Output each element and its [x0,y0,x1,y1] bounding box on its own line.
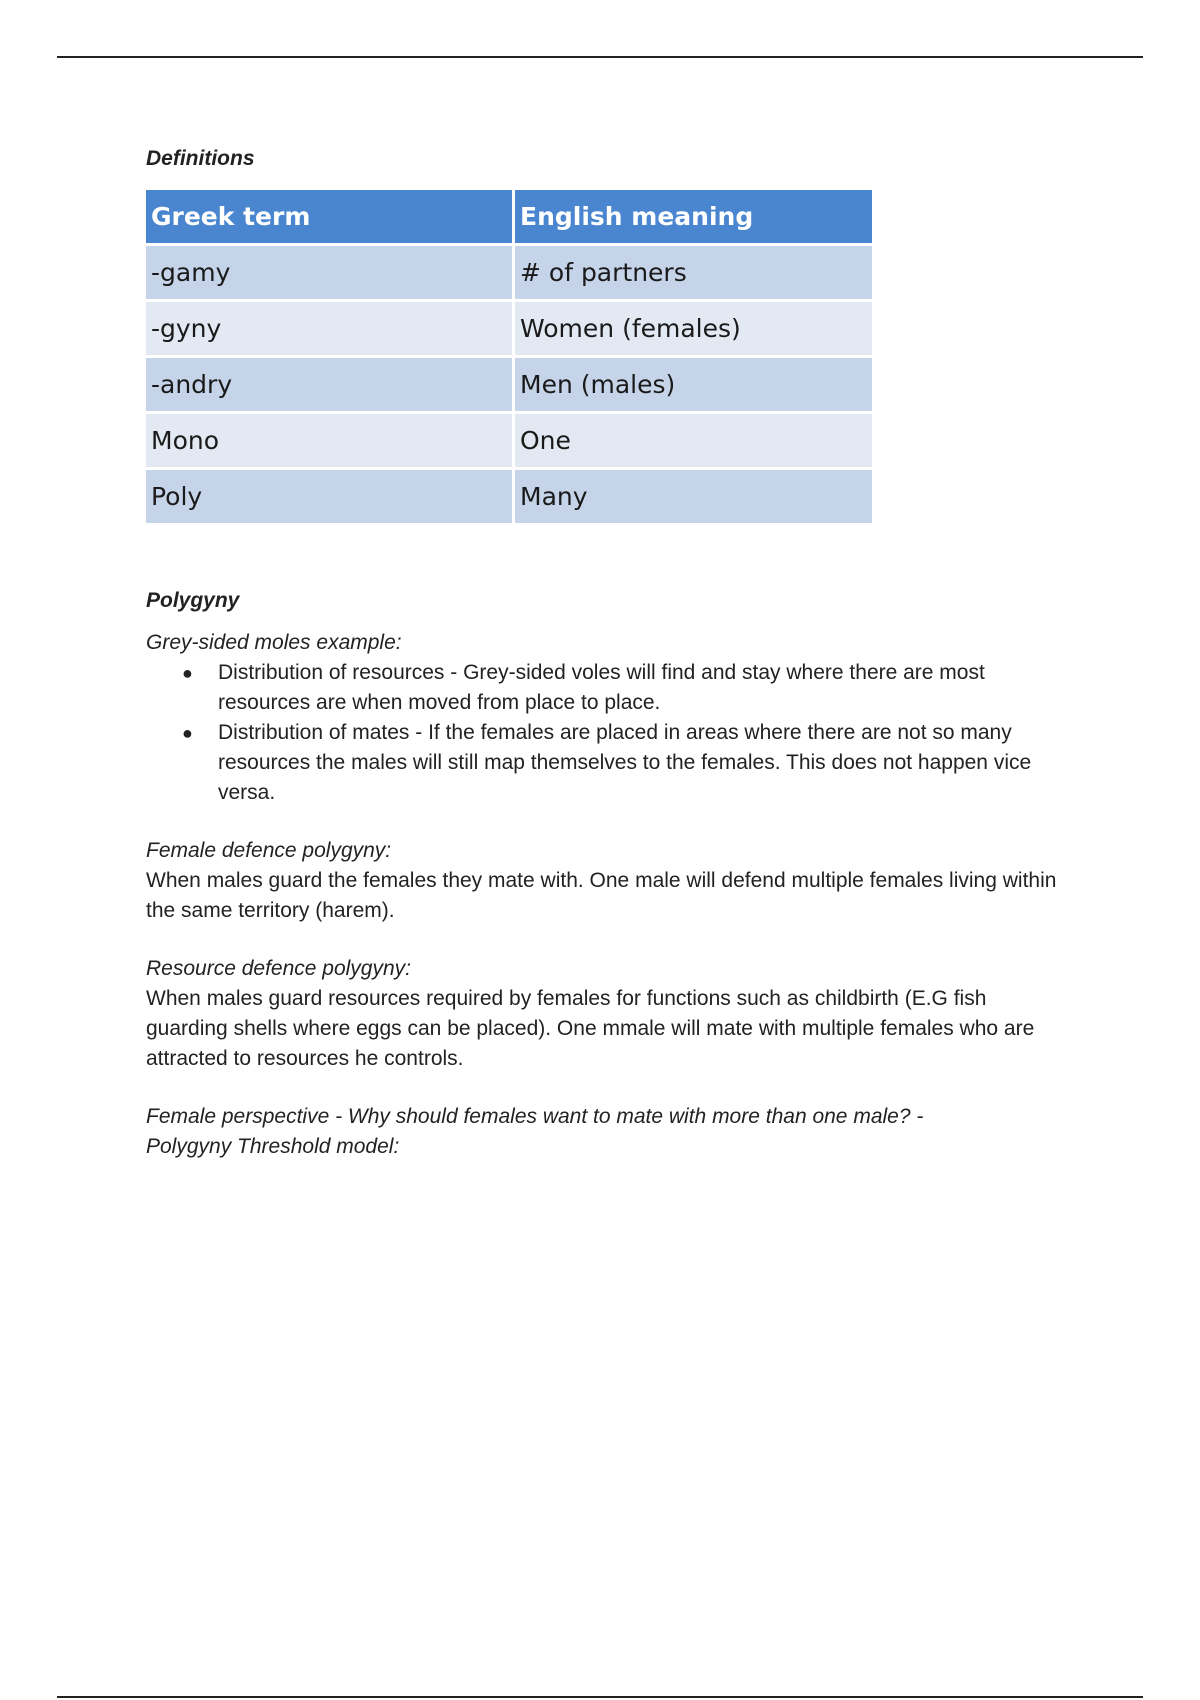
example-title: Grey-sided moles example: [146,631,402,654]
table-header-row [146,190,872,245]
polygyny-heading: Polygyny [146,589,240,612]
definitions-table [146,190,872,526]
table-cell: Many [514,469,873,525]
page-content [146,144,1066,1162]
table-cell: -gamy [146,245,514,301]
resource-defence-title: Resource defence polygyny: [146,957,411,980]
list-item [182,718,1066,808]
list-item-text: Distribution of resources - Grey-sided voles will find and stay where there are most resources are when moved from place to place. [218,661,985,714]
table-cell: Poly [146,469,514,525]
table-cell: Women (females) [514,301,873,357]
table-cell: -gyny [146,301,514,357]
table-cell: Men (males) [514,357,873,413]
table-row [146,357,872,413]
example-bullet-list [146,658,1066,808]
list-item-text: Distribution of mates - If the females are placed in areas where there are not so many resources the males will still map themselves to the females. This does not happen vice versa. [218,721,1032,804]
female-perspective-title-line2: Polygyny Threshold model: [146,1135,400,1158]
female-defence-title: Female defence polygyny: [146,839,392,862]
bullet-dot-icon: ● [182,723,193,743]
top-rule [57,56,1143,58]
table-cell: Mono [146,413,514,469]
definitions-heading: Definitions [146,147,255,170]
table-row [146,245,872,301]
female-perspective-title-line1: Female perspective - Why should females want to mate with more than one male? - [146,1105,924,1128]
list-item [182,658,1066,718]
table-header-cell: English meaning [514,190,873,245]
female-defence-text: When males guard the females they mate with. One male will defend multiple females living within the same territory (harem). [146,869,1057,922]
table-header-cell: Greek term [146,190,514,245]
resource-defence-text: When males guard resources required by females for functions such as childbirth (E.G fish guarding shells where eggs can be placed). One mmale will mate with multiple females who are attracted to resources he controls. [146,987,1035,1070]
table-cell: One [514,413,873,469]
table-cell: -andry [146,357,514,413]
table-row [146,413,872,469]
bottom-rule [57,1696,1143,1698]
table-row [146,301,872,357]
bullet-dot-icon: ● [182,663,193,683]
table-cell: # of partners [514,245,873,301]
table-row [146,469,872,525]
